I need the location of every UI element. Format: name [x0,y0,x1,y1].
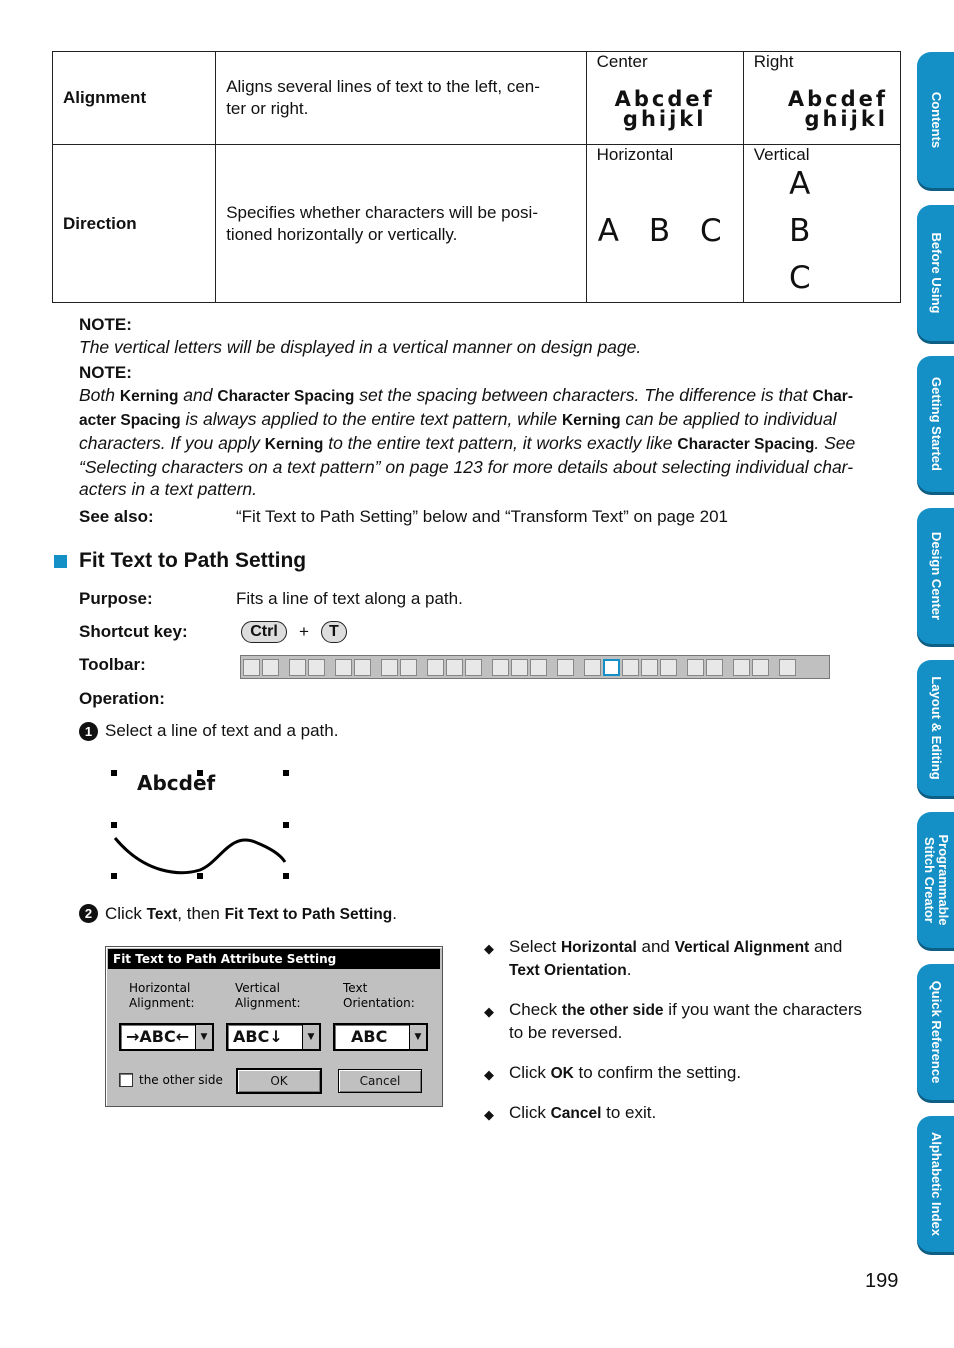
row-description [216,52,586,145]
tab-programmable-stitch-creator[interactable]: Programmable Stitch Creator [917,812,954,948]
shortcut-keys [241,621,347,643]
cancel-button[interactable]: Cancel [338,1069,422,1093]
properties-icon[interactable] [752,659,769,676]
sample-text: Abcdef [137,771,216,795]
fit-text-dialog [105,946,443,1107]
tab-getting-started[interactable]: Getting Started [917,356,954,492]
tab-quick-reference[interactable]: Quick Reference [917,964,954,1100]
vertical-alignment-caption: Vertical Alignment: [235,981,301,1010]
bullet-item: ◆ Select Horizontal and Vertical Alignment and Text Orientation. [484,936,894,982]
sample-letter: C [788,260,811,296]
example-center [586,52,743,145]
bullet-item: ◆ Click OK to confirm the setting. [484,1062,894,1086]
attribute-table [52,51,901,303]
ctrl-key: Ctrl [241,621,287,643]
preview-icon[interactable] [733,659,750,676]
page-number: 199 [865,1270,899,1292]
bullet-item: ◆ Click Cancel to exit. [484,1102,894,1126]
text-attribute-icon[interactable] [641,659,658,676]
t-key: T [321,621,347,643]
selection-handle [283,873,289,879]
toolbar-label: Toolbar: [79,655,146,674]
example-vertical [743,145,900,303]
sample-line: Abcdef [614,87,715,111]
export-icon[interactable] [308,659,325,676]
other-side-checkbox[interactable] [119,1073,133,1087]
example-heading: Right [753,52,794,71]
sample-letter: A [789,166,811,202]
open-icon[interactable] [262,659,279,676]
mirror-icon[interactable] [492,659,509,676]
stitch-icon[interactable] [687,659,704,676]
ok-button[interactable]: OK [237,1069,321,1093]
note-text: The vertical letters will be displayed in a vertical manner on design page. [79,337,642,357]
desc-line: Specifies whether characters will be posi- [226,202,538,222]
example-heading: Vertical [753,145,810,164]
selected-value: →ABC← [126,1027,190,1046]
step-2-number: 2 [79,904,98,923]
section-title: Fit Text to Path Setting [79,549,307,572]
transform-text-icon[interactable] [622,659,639,676]
curve-path [115,838,285,873]
step-1-text: Select a line of text and a path. [105,721,339,740]
save-as-icon[interactable] [354,659,371,676]
dropdown-arrow-icon[interactable]: ▼ [302,1025,319,1049]
see-also-label: See also: [79,507,154,526]
new-icon[interactable] [243,659,260,676]
selected-value: ABC↓ [233,1027,283,1046]
diamond-icon: ◆ [484,941,494,956]
tab-layout-editing[interactable]: Layout & Editing [917,660,954,796]
plus-sign: + [299,622,309,641]
purpose-text: Fits a line of text along a path. [236,589,463,608]
tab-design-center[interactable]: Design Center [917,508,954,644]
note-paragraph: Both Kerning and Character Spacing set the spacing between characters. The difference is that Char- acter Spacing is always applied to the entire text pattern, while Kerning can be applied to individual characters. If you apply Kerning to the entire text pattern, it works exactly like Character Spacing. See “Selecting characters on a text pattern” on page 123 for more details about selecting individual char- acters in a text pattern. [79,385,856,499]
desc-line: tioned horizontally or vertically. [226,224,458,244]
step-1-number: 1 [79,722,98,741]
sample-line: Abcdef [787,87,888,111]
cut-icon[interactable] [427,659,444,676]
redo-icon[interactable] [400,659,417,676]
selected-value: ABC [351,1027,388,1046]
save-icon[interactable] [335,659,352,676]
selection-handle [283,822,289,828]
note-heading: NOTE: [79,315,132,334]
diamond-icon: ◆ [484,1107,494,1122]
example-right [743,52,900,145]
import-icon[interactable] [289,659,306,676]
sample-line: ghijkl [804,107,888,131]
copy-icon[interactable] [446,659,463,676]
text-icon[interactable] [584,659,601,676]
diamond-icon: ◆ [484,1004,494,1019]
purpose-label: Purpose: [79,589,153,608]
selection-handle [111,873,117,879]
note-heading: NOTE: [79,363,132,382]
text-orientation-select[interactable] [333,1023,428,1051]
selection-handle [111,822,117,828]
row-label: Alignment [53,52,216,145]
dialog-title: Fit Text to Path Attribute Setting [108,949,440,969]
step-2-text: Click Text, then Fit Text to Path Setting. [105,904,397,923]
toolbar-image [240,655,830,679]
sample-letter: B [789,213,811,249]
other-side-label: the other side [139,1073,223,1087]
undo-icon[interactable] [381,659,398,676]
table-row [53,52,901,145]
dropdown-arrow-icon[interactable]: ▼ [409,1025,426,1049]
example-horizontal [586,145,743,303]
sample-line: ghijkl [622,107,707,131]
row-description [216,145,586,303]
paste-icon[interactable] [465,659,482,676]
shortcut-label: Shortcut key: [79,622,188,641]
write-card-icon[interactable] [779,659,796,676]
rotate-icon[interactable] [530,659,547,676]
bullet-item: ◆ Check the other side if you want the characters to be reversed. [484,1000,862,1042]
vertical-alignment-select[interactable] [226,1023,321,1051]
row-label: Direction [53,145,216,303]
diamond-icon: ◆ [484,1067,494,1082]
flip-icon[interactable] [511,659,528,676]
selection-handle [111,770,117,776]
horizontal-alignment-caption: Horizontal Alignment: [129,981,195,1010]
selection-handle [197,873,203,879]
selection-handle [283,770,289,776]
desc-line: Aligns several lines of text to the left, cen- [226,77,540,96]
sample-horizontal: A B C [597,213,732,249]
grid-icon[interactable] [706,659,723,676]
section-square-icon [54,555,67,568]
table-row [53,145,901,303]
operation-label: Operation: [79,689,165,708]
example-heading: Horizontal [596,145,674,164]
desc-line: ter or right. [226,99,309,118]
magnify-icon[interactable] [557,659,574,676]
tab-alphabetic-index[interactable]: Alphabetic Index [917,1116,954,1252]
fit-text-to-path-icon[interactable] [603,659,620,676]
tab-contents[interactable]: Contents [917,52,954,188]
text-orientation-caption: Text Orientation: [343,981,415,1010]
see-also-text: “Fit Text to Path Setting” below and “Transform Text” on page 201 [236,507,728,526]
dropdown-arrow-icon[interactable]: ▼ [195,1025,212,1049]
example-heading: Center [596,52,648,71]
horizontal-alignment-select[interactable] [119,1023,214,1051]
text-edit-icon[interactable] [660,659,677,676]
tab-before-using[interactable]: Before Using [917,205,954,341]
